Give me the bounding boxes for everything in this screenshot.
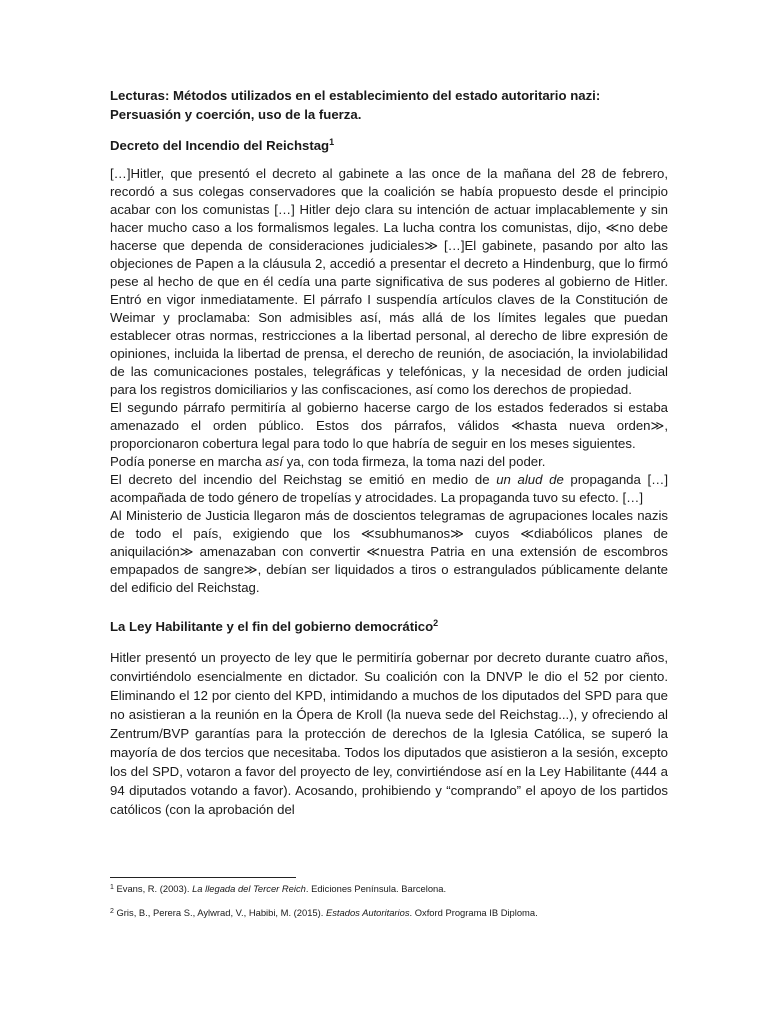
footnote-number: 1 [110,884,114,891]
footnote-text: Gris, B., Perera S., Aylwrad, V., Habibi, M. (2015). [113,907,326,918]
paragraph [110,471,668,507]
paragraph-text: propaganda […] acompañada de todo género de tropelías y atrocidades. La propaganda tuvo su efecto. […] [110,472,668,505]
paragraph-text: Podía ponerse en marcha [110,454,266,469]
paragraph-italic-text: un alud de [496,472,564,487]
section-heading-text: Decreto del Incendio del Reichstag [110,138,330,153]
paragraph-text: El decreto del incendio del Reichstag se emitió en medio de [110,472,497,487]
footnote-ref: 2 [433,618,439,628]
title-line-2: Persuasión y coerción, uso de la fuerza. [110,107,362,122]
paragraph: […]Hitler, que presentó el decreto al gabinete a las once de la mañana del 28 de febrero, recordó a sus colegas conservadores que la coalición se había propuesto desde el principio acabar con los comunistas […] Hitler dejo clara su intención de actuar implacablemente y sin hacer mucho caso a los formalismos legales. La lucha contra los comunistas, dijo, ≪no debe hacerse que dependa de consideraciones judiciales≫ […]El gabinete, pasando por alto las objeciones de Papen a la cláusula 2, accedió a presentar el decreto a Hindenburg, que lo firmó pese al hecho de que en él cedía una parte significativa de sus poderes al gobierno de Hitler. Entró en vigor inmediatamente. El párrafo I suspendía artículos claves de la Constitución de Weimar y proclamaba: Son admisibles así, más allá de los límites legales que puedan establecer otras normas, restricciones a la libertad personal, al derecho de libre expresión de opiniones, incluida la libertad de prensa, el derecho de reunión, de asociación, la inviolabilidad de las comunicaciones postales, telegráficas y telefónicas, y la necesidad de orden judicial para los registros domiciliarios y las confiscaciones, así como los derechos de propiedad. [110,166,668,397]
section-heading-reichstag-fire-decree [110,136,668,155]
footnote-text: Evans, R. (2003). [113,883,193,894]
footnote-number: 2 [110,908,114,915]
document-page [110,86,668,819]
paragraph: El segundo párrafo permitiría al gobierno hacerse cargo de los estados federados si estaba amenazado el orden público. Estos dos párrafos, válidos ≪hasta nueva orden≫, proporcionaron cobertura legal para todo lo que habría de seguir en los meses siguientes. [110,400,668,451]
section-heading-text: La Ley Habilitante y el fin del gobierno democrático [110,619,434,634]
footnote-separator [110,877,296,878]
paragraph [110,453,668,471]
paragraph-italic-text: así [265,454,284,469]
footnote-text: . Oxford Programa IB Diploma. [409,907,538,918]
footnote-italic-title: Estados Autoritarios [325,907,410,918]
footnote-text: . Ediciones Península. Barcelona. [305,883,447,894]
footnote-ref: 1 [329,137,335,147]
footnote-1 [110,883,446,895]
section-heading-enabling-act [110,617,668,636]
paragraph: Al Ministerio de Justicia llegaron más de doscientos telegramas de agrupaciones locales nazis de todo el país, exigiendo que los ≪subhumanos≫ cuyos ≪diabólicos planes de aniquilación≫ amenazaban con convertir ≪nuestra Patria en una extensión de escombros empapados de sangre≫, debían ser liquidados a tiros o estrangulados públicamente delante del edificio del Reichstag. [110,508,668,595]
paragraph: Hitler presentó un proyecto de ley que le permitiría gobernar por decreto durante cuatro años, convirtiéndolo esencialmente en dictador. Su coalición con la DNVP le dio el 52 por ciento. Eliminando el 12 por ciento del KPD, intimidando a muchos de los diputados del SPD para que no asistieran a la reunión en la Ópera de Kroll (la nueva sede del Reichstag...), y ofreciendo al Zentrum/BVP garantías para la protección de derechos de la Iglesia Católica, se superó la mayoría de dos tercios que necesitaba. Todos los diputados que asistieron a la sesión, excepto los del SPD, votaron a favor del proyecto de ley, convirtiéndose así en la Ley Habilitante (444 a 94 diputados votando a favor). Acosando, prohibiendo y “comprando” el apoyo de los partidos católicos (con la aprobación del [110,650,668,817]
footnote-italic-title: La llegada del Tercer Reich [192,883,306,894]
page-title [110,86,668,124]
paragraph-text: ya, con toda firmeza, la toma nazi del poder. [283,454,546,469]
title-line-1: Lecturas: Métodos utilizados en el establecimiento del estado autoritario nazi: [110,88,601,103]
footnote-2 [110,907,538,919]
